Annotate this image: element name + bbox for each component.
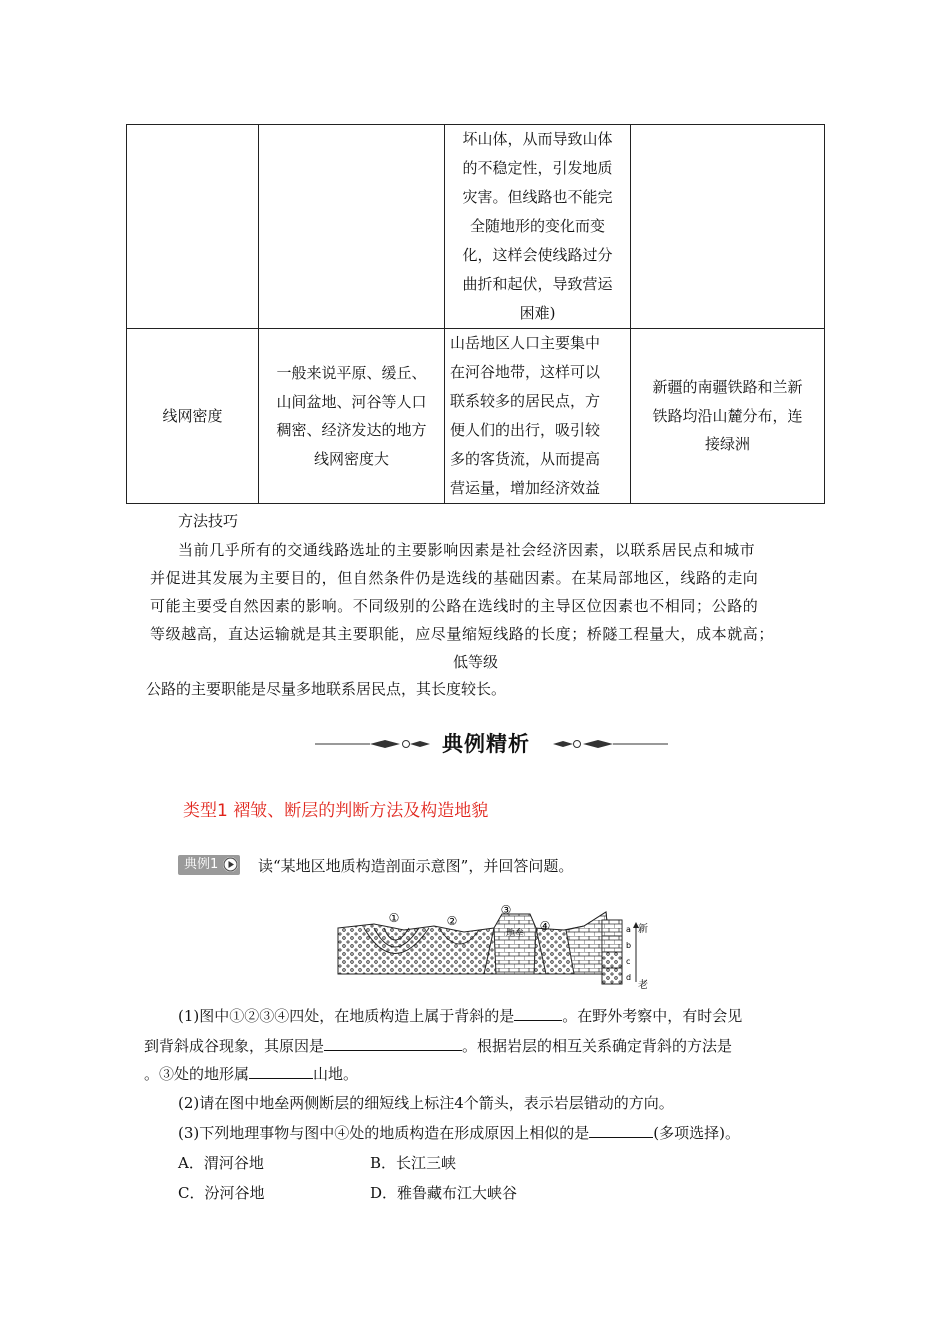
table-cell-factor bbox=[127, 329, 259, 504]
question-1-line-1 bbox=[178, 1002, 742, 1030]
left-ornament-icon bbox=[310, 734, 435, 754]
play-icon bbox=[223, 857, 238, 872]
cell-line: 稠密、经济发达的地方 bbox=[276, 421, 427, 439]
q1-text: (1)图中①②③④四处，在地质构造上属于背斜的是 bbox=[178, 1007, 515, 1025]
question-3 bbox=[178, 1119, 740, 1147]
legend-d: d bbox=[626, 973, 632, 982]
example-intro: 读“某地区地质构造剖面示意图”，并回答问题。 bbox=[258, 857, 574, 875]
method-line: 并促进其发展为主要目的，但自然条件仍是选线的基础因素。在某局部地区，线路的走向 bbox=[150, 569, 759, 587]
q1-text: 。③处的地形属 bbox=[144, 1065, 250, 1083]
option-c[interactable]: C．汾河谷地 bbox=[178, 1184, 265, 1202]
cell-line: 全随地形的变化而变 bbox=[469, 217, 605, 235]
table-row bbox=[127, 329, 825, 504]
cell-line: 山间盆地、河谷等人口 bbox=[276, 392, 427, 411]
cell-line: 便人们的出行，吸引较 bbox=[450, 421, 601, 439]
cell-line: 的不稳定性，引发地质 bbox=[462, 159, 613, 177]
table-cell-example bbox=[631, 329, 825, 504]
legend-new: 新 bbox=[638, 924, 648, 935]
marker-4: ④ bbox=[539, 919, 551, 933]
table-cell-example bbox=[631, 125, 825, 329]
table-cell-factor bbox=[127, 125, 259, 329]
option-d[interactable]: D．雅鲁藏布江大峡谷 bbox=[370, 1184, 518, 1202]
cell-line: 灾害。但线路也不能完 bbox=[462, 188, 613, 206]
legend-b: b bbox=[626, 941, 632, 950]
factor-label: 线网密度 bbox=[162, 406, 223, 425]
table-cell-reason bbox=[445, 329, 631, 504]
option-b[interactable]: B．长江三峡 bbox=[370, 1154, 457, 1172]
marker-3: ③ bbox=[500, 904, 512, 917]
question-1-line-2 bbox=[144, 1032, 732, 1060]
q3-text: (多项选择)。 bbox=[653, 1124, 740, 1142]
marker-2: ② bbox=[446, 914, 458, 928]
method-line: 等级越高，直达运输就是其主要职能，应尽量缩短线路的长度；桥隧工程量大，成本就高； bbox=[150, 625, 775, 643]
method-line: 公路的主要职能是尽量多地联系居民点，其长度较长。 bbox=[146, 680, 507, 698]
option-a[interactable]: A．渭河谷地 bbox=[178, 1154, 264, 1172]
legend-a: a bbox=[626, 925, 631, 934]
cell-line: 坏山体，从而导致山体 bbox=[462, 130, 613, 148]
cell-line: 多的客货流，从而提高 bbox=[450, 450, 601, 468]
question-1-line-3 bbox=[144, 1060, 358, 1088]
section-title: 典例精析 bbox=[442, 732, 530, 756]
table-cell-principle bbox=[259, 329, 445, 504]
q1-text: 到背斜成谷现象，其原因是 bbox=[144, 1037, 325, 1055]
method-line: 当前几乎所有的交通线路选址的主要影响因素是社会经济因素，以联系居民点和城市 bbox=[178, 541, 756, 559]
answer-blank[interactable] bbox=[324, 1034, 462, 1051]
table-cell-reason bbox=[445, 125, 631, 329]
type-title: 类型1 褶皱、断层的判断方法及构造地貌 bbox=[183, 801, 489, 821]
question-2: (2)请在图中地垒两侧断层的细短线上标注4个箭头，表示岩层错动的方向。 bbox=[178, 1094, 674, 1112]
cell-line: 铁路均沿山麓分布，连 bbox=[652, 406, 803, 425]
method-line: 可能主要受自然因素的影响。不同级别的公路在选线时的主导区位因素也不相同；公路的 bbox=[150, 597, 759, 615]
cell-line: 一般来说平原、缓丘、 bbox=[276, 364, 427, 382]
cell-line: 新疆的南疆铁路和兰新 bbox=[652, 378, 803, 397]
marker-1: ① bbox=[388, 911, 400, 925]
q1-text: 。根据岩层的相互关系确定背斜的方法是 bbox=[462, 1037, 733, 1055]
badge-label: 典例1 bbox=[184, 857, 219, 872]
method-line: 低等级 bbox=[453, 653, 499, 671]
cell-line: 联系较多的居民点，方 bbox=[450, 392, 601, 410]
table-cell-principle bbox=[259, 125, 445, 329]
answer-blank[interactable] bbox=[249, 1062, 313, 1079]
cell-line: 化，这样会使线路过分 bbox=[462, 246, 613, 264]
cell-line: 营运量，增加经济效益 bbox=[450, 479, 601, 497]
q1-text: 山地。 bbox=[313, 1065, 359, 1083]
method-title: 方法技巧 bbox=[178, 512, 239, 530]
q1-text: 。在野外考察中，有时会见 bbox=[562, 1007, 743, 1025]
cell-line: 接绿洲 bbox=[704, 435, 750, 454]
cell-line: 在河谷地带，这样可以 bbox=[450, 363, 601, 381]
legend-c: c bbox=[626, 957, 631, 966]
q3-text: (3)下列地理事物与图中④处的地质构造在形成原因上相似的是 bbox=[178, 1124, 590, 1142]
cell-line: 困难) bbox=[519, 304, 556, 322]
example-badge bbox=[178, 855, 240, 875]
horst-label: 地垒 bbox=[505, 929, 525, 939]
answer-blank[interactable] bbox=[589, 1121, 653, 1138]
legend-old: 老 bbox=[638, 980, 648, 990]
cell-line: 线网密度大 bbox=[313, 449, 389, 468]
transport-factor-table bbox=[126, 124, 825, 504]
cell-line: 曲折和起伏，导致营运 bbox=[462, 275, 613, 293]
geologic-section-diagram bbox=[334, 904, 654, 990]
cell-line: 山岳地区人口主要集中 bbox=[450, 334, 601, 352]
answer-blank[interactable] bbox=[514, 1004, 562, 1021]
right-ornament-icon bbox=[548, 734, 673, 754]
table-row bbox=[127, 125, 825, 329]
